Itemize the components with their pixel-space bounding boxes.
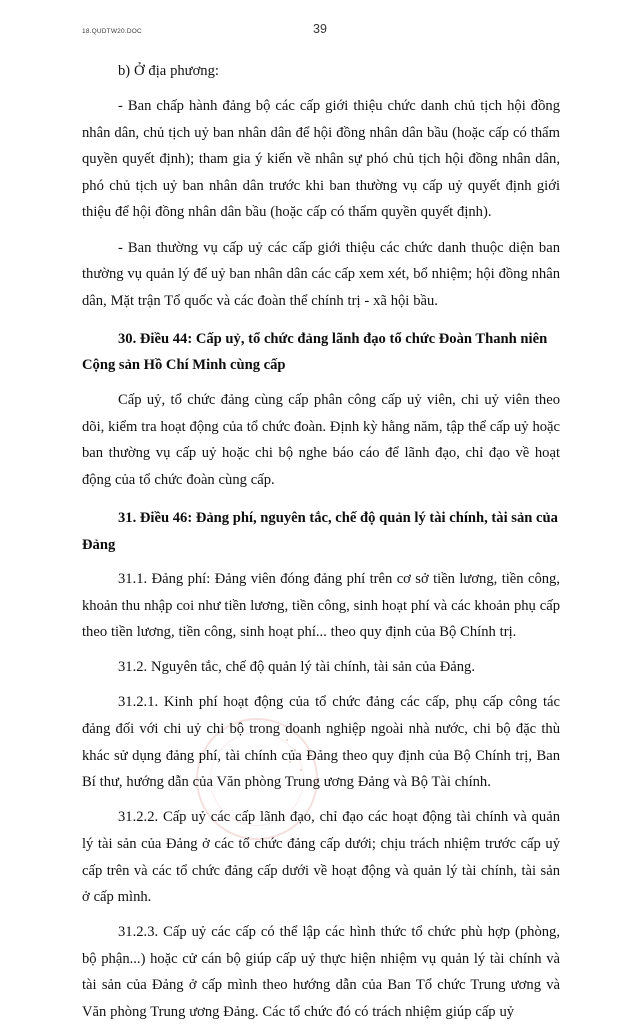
heading-section-30: 30. Điều 44: Cấp uỷ, tổ chức đảng lãnh đạo tổ chức Đoàn Thanh niên Cộng sản Hồ Chí Minh cùng cấp: [82, 330, 548, 374]
document-body: [82, 58, 560, 1034]
document-code-label: 18.QUDTW20.DOC: [82, 28, 142, 35]
heading-section-31: 31. Điều 46: Đảng phí, nguyên tắc, chế độ quản lý tài chính, tài sản của Đảng: [82, 509, 558, 553]
paragraph-ban-thuong-vu: - Ban thường vụ cấp uỷ các cấp giới thiệu các chức danh thuộc diện ban thường vụ quản lý để uỷ ban nhân dân các cấp xem xét, bổ nhiệm; hội đồng nhân dân, Mặt trận Tổ quốc và các đoàn thể chính trị - xã hội bầu.: [82, 239, 560, 309]
paragraph-31-2-2: 31.2.2. Cấp uỷ các cấp lãnh đạo, chỉ đạo các hoạt động tài chính và quản lý tài sản của Đảng ở các tổ chức đảng cấp dưới; chịu trách nhiệm trước cấp uỷ cấp trên và các tổ chức đảng cấp dưới về hoạt động và quản lý tài chính, tài sản ở cấp mình.: [82, 809, 560, 906]
paragraph-31-2-3: 31.2.3. Cấp uỷ các cấp có thể lập các hình thức tổ chức phù hợp (phòng, bộ phận...) hoặc cử cán bộ giúp cấp uỷ thực hiện nhiệm vụ quản lý tài chính và tài sản của Đảng ở cấp mình theo hướng dẫn của Ban Tổ chức Trung ương và Văn phòng Trung ương Đảng. Các tổ chức đó có trách nhiệm giúp cấp uỷ: [82, 924, 560, 1020]
paragraph-31-2: 31.2. Nguyên tắc, chế độ quản lý tài chính, tài sản của Đảng.: [118, 659, 476, 676]
paragraph-section-30-body: Cấp uỷ, tổ chức đảng cùng cấp phân công cấp uỷ viên, chi uỷ viên theo dõi, kiểm tra hoạt động của tổ chức đoàn. Định kỳ hằng năm, tập thể cấp uỷ hoặc ban thường vụ cấp uỷ hoặc chi bộ nghe báo cáo để lãnh đạo, chỉ đạo về hoạt động của tổ chức đoàn cùng cấp.: [82, 392, 560, 488]
page-header: [0, 22, 640, 46]
page-number-label: 39: [313, 22, 327, 36]
paragraph-ban-chap-hanh: - Ban chấp hành đảng bộ các cấp giới thiệu chức danh chủ tịch hội đồng nhân dân, chủ tịch uỷ ban nhân dân để hội đồng nhân dân bầu (hoặc cấp có thẩm quyền quyết định); tham gia ý kiến về nhân sự phó chủ tịch hội đồng nhân dân, phó chủ tịch uỷ ban nhân dân trước khi ban thường vụ cấp uỷ quyết định giới thiệu để hội đồng nhân dân bầu (hoặc cấp có thẩm quyền quyết định).: [82, 98, 560, 221]
paragraph-31-1: 31.1. Đảng phí: Đảng viên đóng đảng phí trên cơ sở tiền lương, tiền công, khoản thu nhập coi như tiền lương, tiền công, sinh hoạt phí và các khoản phụ cấp theo tiền lương, tiền công, sinh hoạt phí... theo quy định của Bộ Chính trị.: [82, 571, 560, 641]
paragraph-31-2-1: 31.2.1. Kinh phí hoạt động của tổ chức đảng các cấp, phụ cấp công tác đảng đối với chi uỷ chi bộ trong doanh nghiệp ngoài nhà nước, chi bộ đặc thù khác sử dụng đảng phí, tài chính của Đảng theo quy định của Bộ Chính trị, Ban Bí thư, hướng dẫn của Văn phòng Trung ương Đảng và Bộ Tài chính.: [82, 694, 560, 791]
paragraph-b-o-dia-phuong: b) Ở địa phương:: [118, 63, 219, 79]
